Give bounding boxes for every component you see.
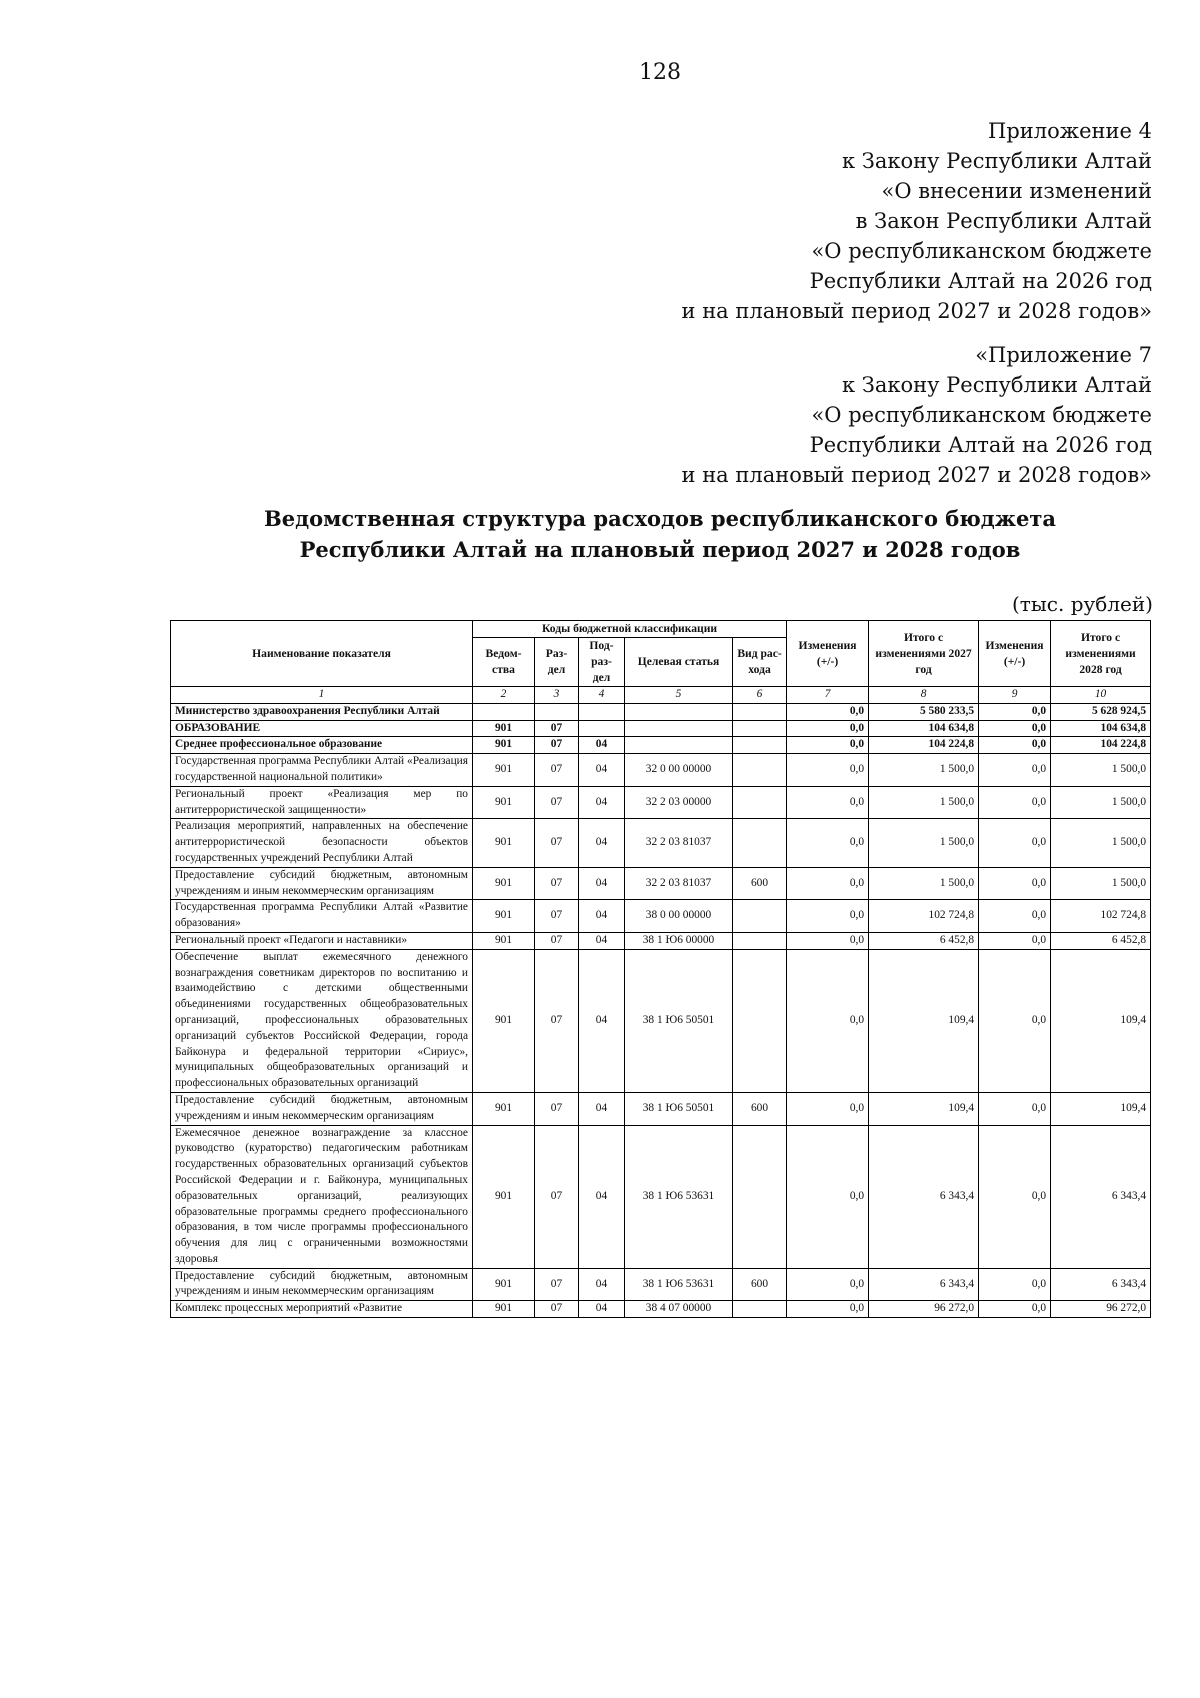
cell-subsection [579,703,625,720]
annex-line: к Закону Республики Алтай [841,373,1152,397]
cell-name: Ежемесячное денежное вознаграждение за классное руководство (кураторство) педагогическим работникам государственных образовательных организаций субъектов Российской Федерации и г. Байконура, муниципальных образовательных организаций, реализующих образовательные программы среднего профессионального образования, в том числе программы профессионального обучения для лиц с ограниченными возможностями здоровья [171,1125,473,1268]
table-row [171,720,1151,737]
document-title-line: Республики Алтай на плановый период 2027 и 2028 годов [299,537,1021,562]
cell-section: 07 [535,1125,579,1268]
table-body [171,703,1151,1317]
cell-exp-type [733,949,787,1092]
cell-name: Среднее профессиональное образование [171,737,473,754]
cell-target [625,703,733,720]
cell-section [535,703,579,720]
cell-dept: 901 [473,819,535,867]
table-row [171,703,1151,720]
cell-target: 38 1 Ю6 50501 [625,949,733,1092]
cell-total-2027: 6 343,4 [869,1125,979,1268]
header-exp-type: Вид рас-хода [733,638,787,687]
cell-total-2028: 6 343,4 [1051,1268,1151,1301]
table-row [171,949,1151,1092]
cell-target: 38 1 Ю6 50501 [625,1092,733,1125]
cell-total-2028: 6 343,4 [1051,1125,1151,1268]
cell-dept: 901 [473,949,535,1092]
cell-change-2027: 0,0 [787,1092,869,1125]
cell-change-2028: 0,0 [979,867,1051,900]
cell-section: 07 [535,754,579,787]
cell-change-2028: 0,0 [979,819,1051,867]
cell-total-2028: 1 500,0 [1051,867,1151,900]
cell-subsection: 04 [579,737,625,754]
cell-dept: 901 [473,900,535,933]
cell-exp-type [733,720,787,737]
header-subsection: Под-раз-дел [579,638,625,687]
header-codes-group: Коды бюджетной классификации [473,621,787,638]
cell-change-2028: 0,0 [979,703,1051,720]
cell-target: 32 0 00 00000 [625,754,733,787]
cell-change-2027: 0,0 [787,754,869,787]
annex-line: в Закон Республики Алтай [855,209,1152,233]
cell-subsection [579,720,625,737]
cell-target: 32 2 03 00000 [625,786,733,819]
cell-total-2027: 96 272,0 [869,1301,979,1318]
cell-target: 38 1 Ю6 53631 [625,1125,733,1268]
budget-table [170,620,1151,1318]
cell-total-2028: 109,4 [1051,1092,1151,1125]
page-number: 128 [639,60,681,85]
table-row [171,1268,1151,1301]
cell-name: Региональный проект «Педагоги и наставники» [171,932,473,949]
cell-change-2028: 0,0 [979,720,1051,737]
cell-name: Обеспечение выплат ежемесячного денежного вознаграждения советникам директоров по воспитанию и взаимодействию с детскими общественными объединениями государственных общеобразовательных организаций, профессиональных образовательных организаций субъектов Российской Федерации, города Байконура и федеральной территории «Сириус», муниципальных общеобразовательных организаций и профессиональных образовательных организаций [171,949,473,1092]
column-number: 6 [733,687,787,704]
annex-line: «О республиканском бюджете [811,403,1152,427]
table-row [171,900,1151,933]
cell-exp-type [733,1301,787,1318]
cell-section: 07 [535,867,579,900]
cell-total-2027: 104 634,8 [869,720,979,737]
cell-total-2028: 104 224,8 [1051,737,1151,754]
cell-name: Государственная программа Республики Алтай «Развитие образования» [171,900,473,933]
cell-change-2027: 0,0 [787,737,869,754]
cell-target: 38 1 Ю6 00000 [625,932,733,949]
cell-total-2027: 1 500,0 [869,819,979,867]
cell-subsection: 04 [579,1301,625,1318]
cell-dept: 901 [473,786,535,819]
cell-total-2027: 1 500,0 [869,786,979,819]
cell-exp-type [733,703,787,720]
cell-section: 07 [535,1268,579,1301]
cell-change-2028: 0,0 [979,737,1051,754]
cell-total-2027: 109,4 [869,1092,979,1125]
cell-dept: 901 [473,754,535,787]
cell-section: 07 [535,786,579,819]
cell-name: Реализация мероприятий, направленных на обеспечение антитеррористической безопасности объектов государственных учреждений Республики Алтай [171,819,473,867]
cell-subsection: 04 [579,932,625,949]
cell-dept: 901 [473,737,535,754]
column-number-row [171,687,1151,704]
cell-change-2027: 0,0 [787,1301,869,1318]
cell-target: 38 4 07 00000 [625,1301,733,1318]
header-total-2027: Итого с изменениями 2027 год [869,621,979,687]
cell-name: Предоставление субсидий бюджетным, автономным учреждениям и иным некоммерческим организациям [171,1268,473,1301]
header-name: Наименование показателя [171,621,473,687]
cell-total-2027: 1 500,0 [869,867,979,900]
cell-dept: 901 [473,1092,535,1125]
cell-exp-type [733,900,787,933]
annex-line: Республики Алтай на 2026 год [809,269,1152,293]
header-total-2028: Итого с изменениями 2028 год [1051,621,1151,687]
cell-total-2027: 6 452,8 [869,932,979,949]
cell-dept: 901 [473,932,535,949]
cell-dept: 901 [473,867,535,900]
cell-target [625,737,733,754]
column-number: 5 [625,687,733,704]
document-title [0,503,1200,565]
annex-line: к Закону Республики Алтай [841,149,1152,173]
cell-name: Государственная программа Республики Алтай «Реализация государственной национальной политики» [171,754,473,787]
cell-total-2027: 5 580 233,5 [869,703,979,720]
cell-change-2027: 0,0 [787,932,869,949]
cell-section: 07 [535,1092,579,1125]
cell-exp-type [733,754,787,787]
header-change-2027: Изменения (+/-) [787,621,869,687]
unit-label: (тыс. рублей) [1012,592,1153,616]
cell-total-2028: 1 500,0 [1051,819,1151,867]
annex-line: и на плановый период 2027 и 2028 годов» [681,299,1152,323]
header-target: Целевая статья [625,638,733,687]
table-row [171,867,1151,900]
cell-total-2027: 102 724,8 [869,900,979,933]
cell-target [625,720,733,737]
cell-target: 32 2 03 81037 [625,867,733,900]
cell-change-2028: 0,0 [979,1268,1051,1301]
cell-exp-type [733,819,787,867]
cell-change-2027: 0,0 [787,703,869,720]
cell-change-2028: 0,0 [979,1125,1051,1268]
cell-exp-type [733,1125,787,1268]
header-change-2028: Изменения (+/-) [979,621,1051,687]
header-dept: Ведом-ства [473,638,535,687]
cell-total-2028: 104 634,8 [1051,720,1151,737]
table-row [171,932,1151,949]
cell-change-2028: 0,0 [979,786,1051,819]
cell-section: 07 [535,720,579,737]
cell-subsection: 04 [579,754,625,787]
cell-exp-type [733,737,787,754]
cell-section: 07 [535,737,579,754]
cell-name: Министерство здравоохранения Республики Алтай [171,703,473,720]
cell-total-2028: 102 724,8 [1051,900,1151,933]
table-row [171,819,1151,867]
table-row [171,1125,1151,1268]
column-number: 3 [535,687,579,704]
cell-dept [473,703,535,720]
cell-target: 32 2 03 81037 [625,819,733,867]
cell-change-2028: 0,0 [979,949,1051,1092]
annex-line: Приложение 4 [988,119,1152,143]
column-number: 4 [579,687,625,704]
annex-line: и на плановый период 2027 и 2028 годов» [681,463,1152,487]
column-number: 7 [787,687,869,704]
cell-dept: 901 [473,1301,535,1318]
cell-exp-type [733,932,787,949]
document-title-line: Ведомственная структура расходов республиканского бюджета [264,506,1056,531]
annex-heading-original [682,340,1152,490]
cell-exp-type: 600 [733,1268,787,1301]
column-number: 1 [171,687,473,704]
cell-change-2028: 0,0 [979,1301,1051,1318]
annex-line: «О республиканском бюджете [811,239,1152,263]
table-row [171,786,1151,819]
cell-total-2027: 104 224,8 [869,737,979,754]
cell-name: ОБРАЗОВАНИЕ [171,720,473,737]
table-row [171,1092,1151,1125]
column-number: 10 [1051,687,1151,704]
cell-total-2028: 1 500,0 [1051,786,1151,819]
annex-line: «О внесении изменений [881,179,1152,203]
cell-section: 07 [535,819,579,867]
table-row [171,737,1151,754]
cell-change-2028: 0,0 [979,932,1051,949]
cell-change-2028: 0,0 [979,754,1051,787]
cell-total-2027: 1 500,0 [869,754,979,787]
cell-subsection: 04 [579,1125,625,1268]
table-row [171,754,1151,787]
cell-subsection: 04 [579,949,625,1092]
cell-dept: 901 [473,1268,535,1301]
cell-section: 07 [535,932,579,949]
cell-dept: 901 [473,1125,535,1268]
cell-section: 07 [535,1301,579,1318]
cell-name: Предоставление субсидий бюджетным, автономным учреждениям и иным некоммерческим организациям [171,1092,473,1125]
cell-subsection: 04 [579,867,625,900]
header-section: Раз-дел [535,638,579,687]
cell-exp-type [733,786,787,819]
cell-section: 07 [535,900,579,933]
annex-line: «Приложение 7 [975,343,1152,367]
cell-name: Комплекс процессных мероприятий «Развитие [171,1301,473,1318]
cell-change-2028: 0,0 [979,1092,1051,1125]
cell-name: Предоставление субсидий бюджетным, автономным учреждениям и иным некоммерческим организациям [171,867,473,900]
cell-change-2027: 0,0 [787,720,869,737]
cell-total-2027: 6 343,4 [869,1268,979,1301]
annex-heading-current [682,116,1152,326]
cell-change-2027: 0,0 [787,949,869,1092]
cell-change-2027: 0,0 [787,1268,869,1301]
cell-subsection: 04 [579,1268,625,1301]
cell-exp-type: 600 [733,1092,787,1125]
cell-total-2028: 5 628 924,5 [1051,703,1151,720]
cell-total-2028: 96 272,0 [1051,1301,1151,1318]
cell-target: 38 1 Ю6 53631 [625,1268,733,1301]
cell-target: 38 0 00 00000 [625,900,733,933]
cell-change-2027: 0,0 [787,819,869,867]
cell-subsection: 04 [579,1092,625,1125]
cell-total-2028: 6 452,8 [1051,932,1151,949]
cell-subsection: 04 [579,819,625,867]
cell-total-2028: 109,4 [1051,949,1151,1092]
cell-exp-type: 600 [733,867,787,900]
column-number: 2 [473,687,535,704]
cell-change-2027: 0,0 [787,900,869,933]
cell-name: Региональный проект «Реализация мер по антитеррористической защищенности» [171,786,473,819]
cell-change-2027: 0,0 [787,786,869,819]
cell-change-2027: 0,0 [787,867,869,900]
cell-change-2028: 0,0 [979,900,1051,933]
annex-line: Республики Алтай на 2026 год [809,433,1152,457]
cell-section: 07 [535,949,579,1092]
column-number: 8 [869,687,979,704]
cell-total-2028: 1 500,0 [1051,754,1151,787]
cell-total-2027: 109,4 [869,949,979,1092]
column-number: 9 [979,687,1051,704]
cell-subsection: 04 [579,900,625,933]
cell-change-2027: 0,0 [787,1125,869,1268]
cell-subsection: 04 [579,786,625,819]
table-row [171,1301,1151,1318]
cell-dept: 901 [473,720,535,737]
